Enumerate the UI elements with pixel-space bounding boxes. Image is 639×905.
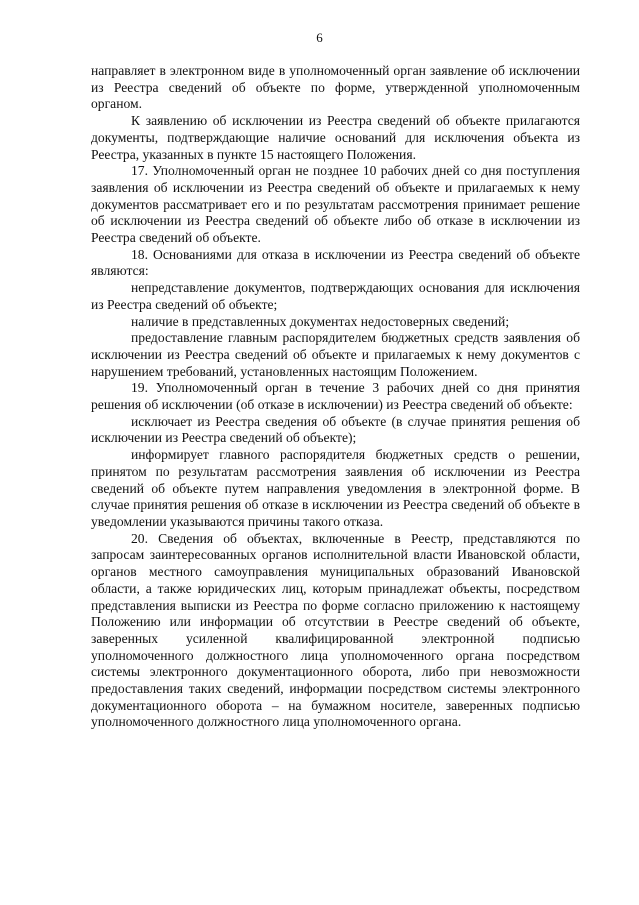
paragraph-20: 20. Сведения об объектах, включенные в Реестр, представляются по запросам заинтересованных органов исполнительной власти Ивановской области, органов местного самоуправления муниципальных образований Ивановской области, а также юридических лиц, которым принадлежат объекты, посредством представления выписки из Реестра по форме согласно приложению к настоящему Положению или информации об отсутствии в Реестре сведений об объекте, заверенных усиленной квалифицированной электронной подписью уполномоченного должностного лица уполномоченного органа посредством системы электронного документационного оборота, либо при невозможности предоставления таких сведений, информации посредством системы электронного документационного оборота – на бумажном носителе, заверенных подписью уполномоченного должностного лица уполномоченного органа. — [91, 530, 580, 730]
paragraph-18: 18. Основаниями для отказа в исключении из Реестра сведений об объекте являются: — [91, 246, 580, 279]
paragraph-17: 17. Уполномоченный орган не позднее 10 рабочих дней со дня поступления заявления об исключении из Реестра сведений об объекте и прилагаемых к нему документов рассматривает его и по результатам рассмотрения принимает решение об исключении из Реестра сведений об объекте либо об отказе в исключении из Реестра сведений об объекте. — [91, 163, 580, 246]
paragraph-attachments: К заявлению об исключении из Реестра сведений об объекте прилагаются документы, подтверждающие наличие оснований для исключения объекта из Реестра, указанных в пункте 15 настоящего Положения. — [91, 113, 580, 162]
page-number: 6 — [316, 30, 323, 45]
paragraph-continuation: направляет в электронном виде в уполномоченный орган заявление об исключении из Реестра сведений об объекте по форме, утвержденной уполномоченным органом. — [91, 63, 580, 112]
paragraph-19-item-1: исключает из Реестра сведения об объекте (в случае принятия решения об исключении из Реестра сведений об объекте); — [91, 413, 580, 446]
paragraph-19-item-2: информирует главного распорядителя бюджетных средств о решении, принятом по результатам рассмотрения заявления об исключении из Реестра сведений об объекте путем направления уведомления в электронной форме. В случае принятия решения об отказе в исключении из Реестра сведений об объекте в уведомлении указываются причины такого отказа. — [91, 447, 580, 529]
document-body — [91, 63, 580, 731]
paragraph-19: 19. Уполномоченный орган в течение 3 рабочих дней со дня принятия решения об исключении (об отказе в исключении) из Реестра сведений об объекте: — [91, 380, 580, 413]
paragraph-18-item-1: непредставление документов, подтверждающих основания для исключения из Реестра сведений об объекте; — [91, 280, 580, 312]
paragraph-18-item-3: предоставление главным распорядителем бюджетных средств заявления об исключении из Реестра сведений об объекте и прилагаемых к нему документов с нарушением требований, установленных настоящим Положением. — [91, 330, 580, 379]
paragraph-18-item-2: наличие в представленных документах недостоверных сведений; — [131, 313, 510, 329]
